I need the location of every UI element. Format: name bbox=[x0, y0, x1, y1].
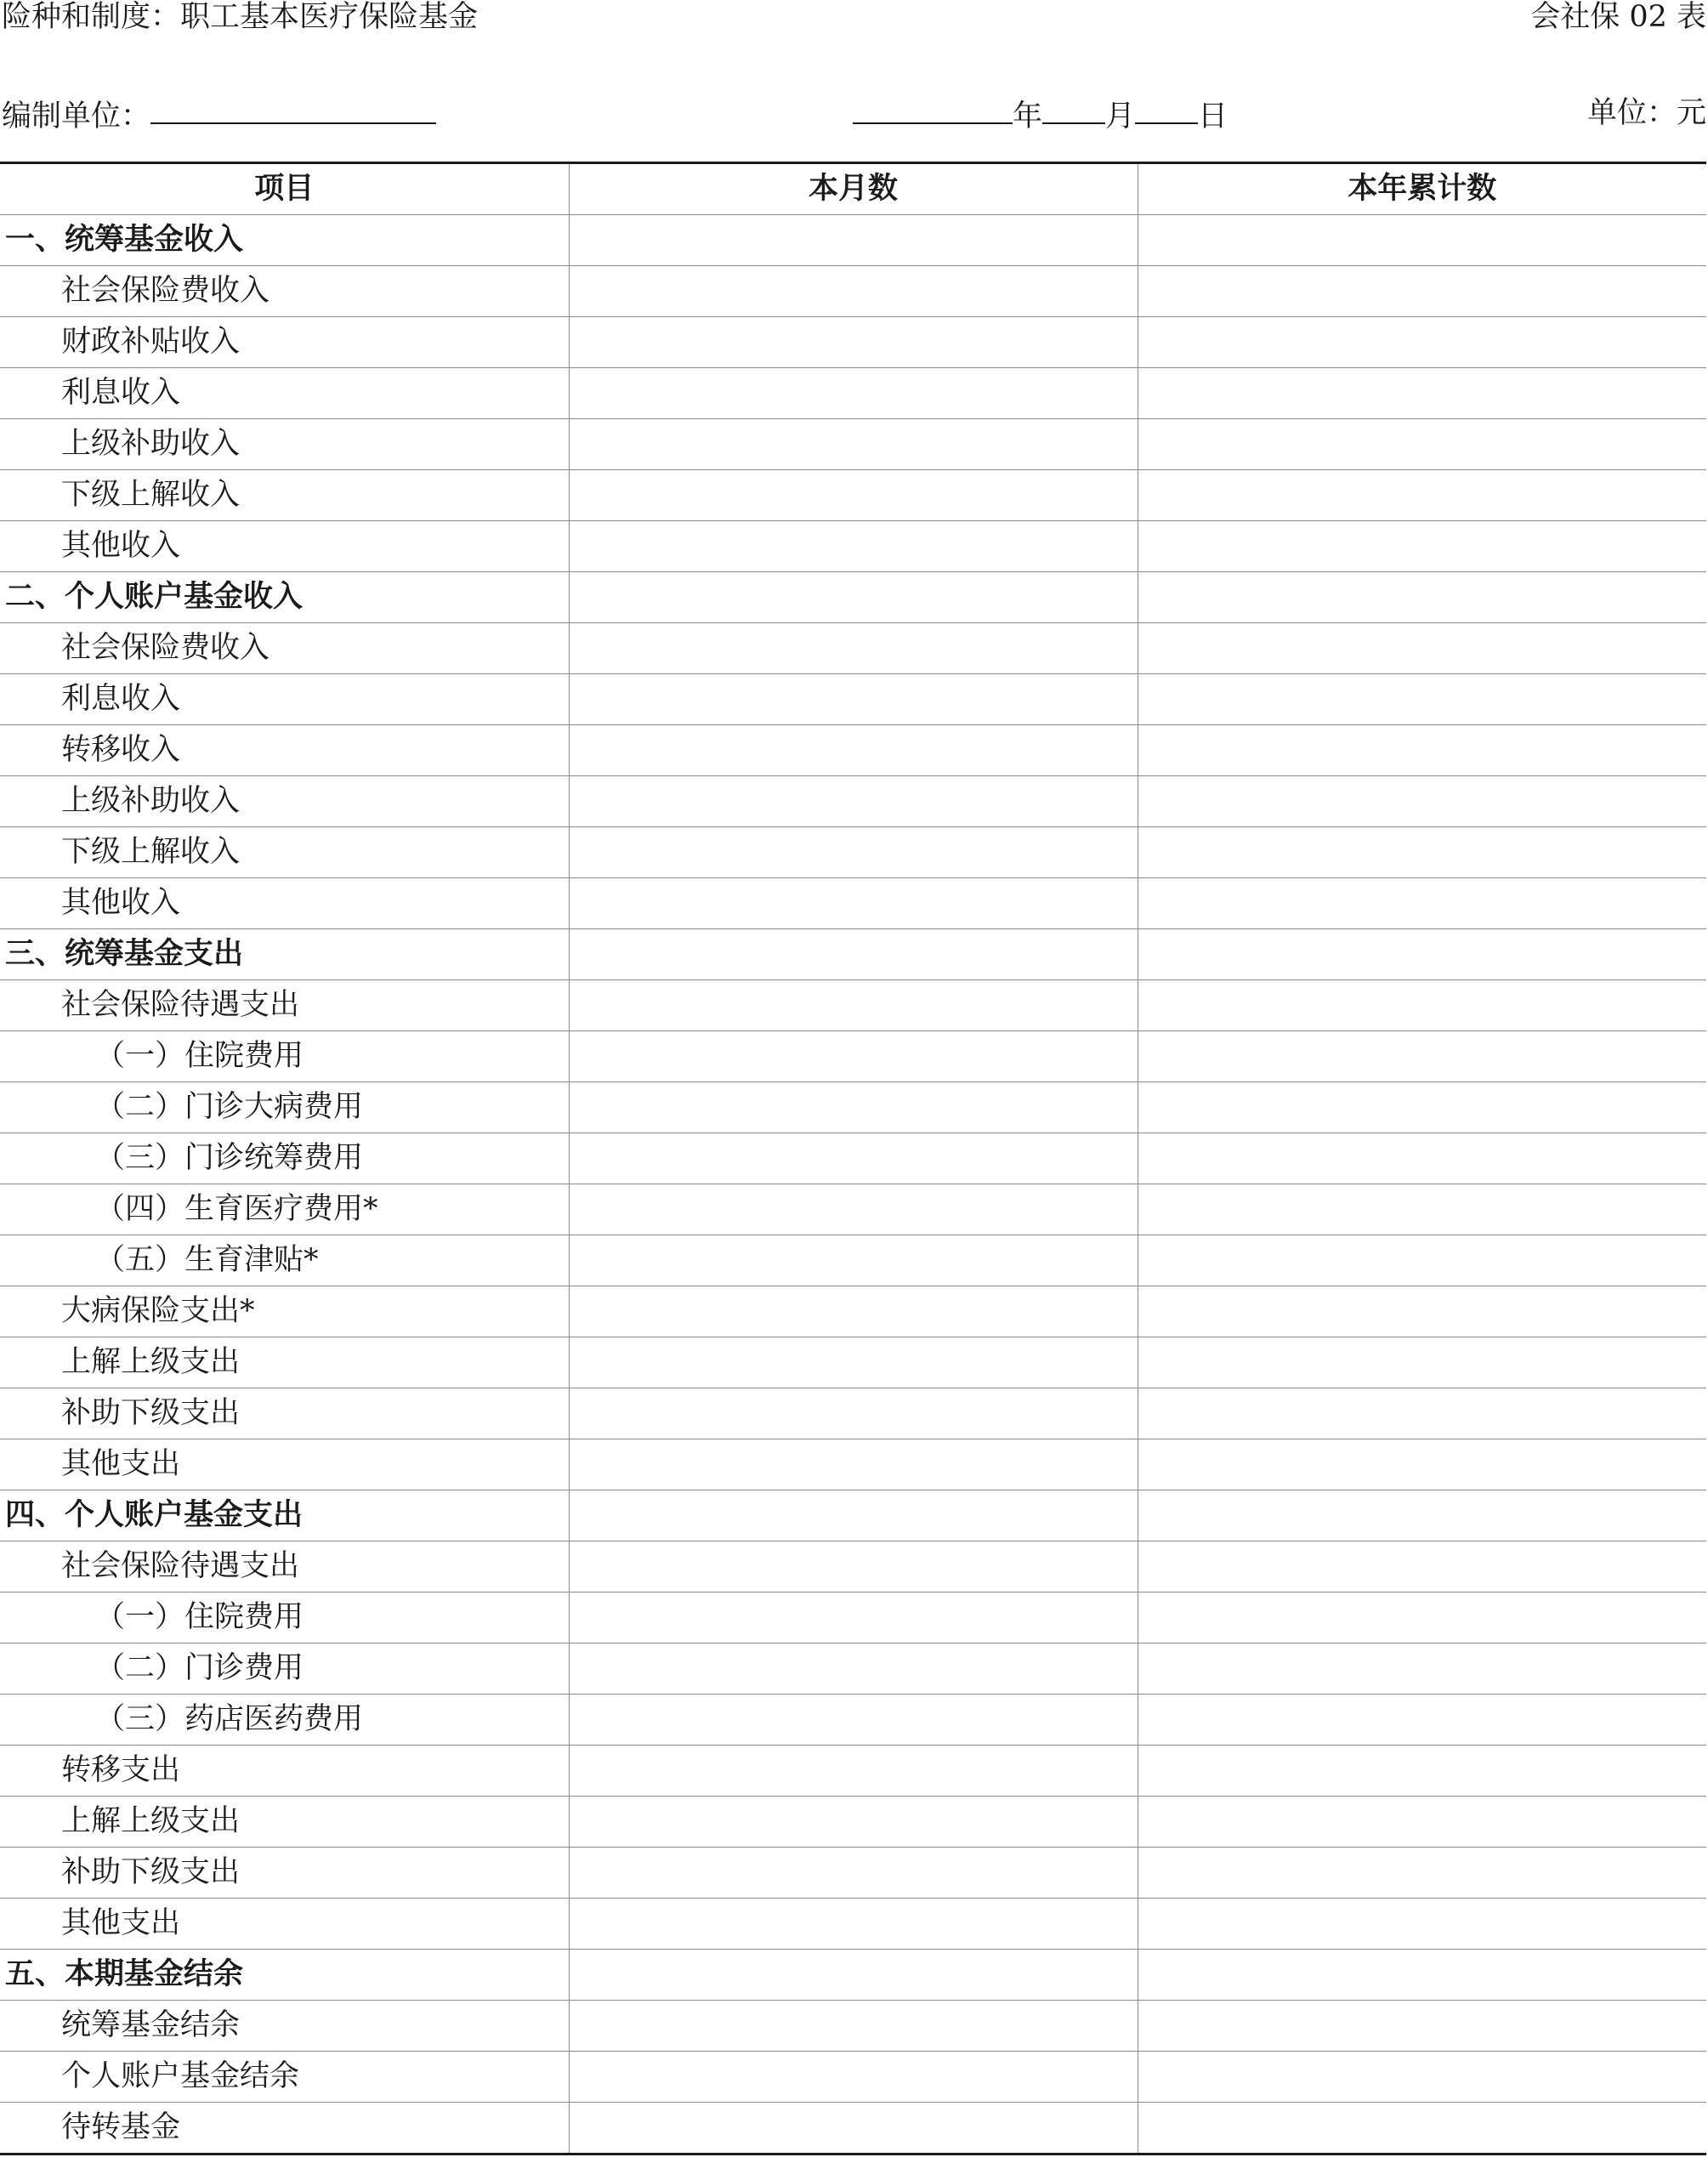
this-month-cell[interactable] bbox=[569, 1848, 1138, 1899]
row-label: （四）生育医疗费用* bbox=[0, 1184, 569, 1235]
row-label: （五）生育津贴* bbox=[0, 1235, 569, 1286]
this-month-cell[interactable] bbox=[569, 980, 1138, 1031]
year-to-date-cell[interactable] bbox=[1138, 1439, 1706, 1490]
report-date bbox=[853, 92, 1228, 138]
day-blank[interactable] bbox=[1135, 92, 1198, 124]
year-to-date-cell[interactable] bbox=[1138, 317, 1706, 368]
row-label: 上解上级支出 bbox=[0, 1797, 569, 1848]
year-to-date-cell[interactable] bbox=[1138, 368, 1706, 419]
table-row bbox=[0, 725, 1706, 776]
year-to-date-cell[interactable] bbox=[1138, 1695, 1706, 1746]
year-to-date-cell[interactable] bbox=[1138, 1950, 1706, 2001]
row-label: 其他支出 bbox=[0, 1899, 569, 1950]
year-to-date-cell[interactable] bbox=[1138, 1490, 1706, 1541]
year-to-date-cell[interactable] bbox=[1138, 2103, 1706, 2154]
row-label: 补助下级支出 bbox=[0, 1388, 569, 1439]
this-month-cell[interactable] bbox=[569, 572, 1138, 623]
year-to-date-cell[interactable] bbox=[1138, 776, 1706, 827]
this-month-cell[interactable] bbox=[569, 1082, 1138, 1133]
row-label: 四、个人账户基金支出 bbox=[0, 1490, 569, 1541]
table-row bbox=[0, 1797, 1706, 1848]
table-row bbox=[0, 470, 1706, 521]
row-label: 其他收入 bbox=[0, 521, 569, 572]
table-row bbox=[0, 1950, 1706, 2001]
this-month-cell[interactable] bbox=[569, 1746, 1138, 1797]
row-label: 上级补助收入 bbox=[0, 419, 569, 470]
this-month-cell[interactable] bbox=[569, 215, 1138, 266]
this-month-cell[interactable] bbox=[569, 2001, 1138, 2052]
this-month-cell[interactable] bbox=[569, 929, 1138, 980]
this-month-cell[interactable] bbox=[569, 1235, 1138, 1286]
table-row bbox=[0, 2052, 1706, 2103]
this-month-cell[interactable] bbox=[569, 470, 1138, 521]
money-unit: 单位：元 bbox=[1586, 96, 1706, 130]
row-label: 三、统筹基金支出 bbox=[0, 929, 569, 980]
unit-name-blank[interactable] bbox=[150, 92, 436, 124]
table-row bbox=[0, 623, 1706, 674]
month-label: 月 bbox=[1105, 99, 1136, 133]
this-month-cell[interactable] bbox=[569, 1286, 1138, 1337]
table-row bbox=[0, 317, 1706, 368]
table-row bbox=[0, 1490, 1706, 1541]
year-to-date-cell[interactable] bbox=[1138, 1184, 1706, 1235]
row-label: 上级补助收入 bbox=[0, 776, 569, 827]
this-month-cell[interactable] bbox=[569, 521, 1138, 572]
year-to-date-cell[interactable] bbox=[1138, 1797, 1706, 1848]
year-to-date-cell[interactable] bbox=[1138, 1644, 1706, 1695]
table-row bbox=[0, 878, 1706, 929]
table-row bbox=[0, 1644, 1706, 1695]
row-label: （三）门诊统筹费用 bbox=[0, 1133, 569, 1184]
this-month-cell[interactable] bbox=[569, 1133, 1138, 1184]
year-to-date-cell[interactable] bbox=[1138, 980, 1706, 1031]
year-to-date-cell[interactable] bbox=[1138, 1286, 1706, 1337]
row-label: 其他收入 bbox=[0, 878, 569, 929]
year-to-date-cell[interactable] bbox=[1138, 266, 1706, 317]
table-row bbox=[0, 419, 1706, 470]
row-label: 个人账户基金结余 bbox=[0, 2052, 569, 2103]
row-label: 下级上解收入 bbox=[0, 470, 569, 521]
year-to-date-cell[interactable] bbox=[1138, 1082, 1706, 1133]
this-month-cell[interactable] bbox=[569, 1695, 1138, 1746]
table-row bbox=[0, 1541, 1706, 1592]
table-row bbox=[0, 1082, 1706, 1133]
row-label: （二）门诊费用 bbox=[0, 1644, 569, 1695]
this-month-cell[interactable] bbox=[569, 827, 1138, 878]
year-to-date-cell[interactable] bbox=[1138, 521, 1706, 572]
year-to-date-cell[interactable] bbox=[1138, 1235, 1706, 1286]
this-month-cell[interactable] bbox=[569, 1592, 1138, 1644]
table-header-row bbox=[0, 163, 1706, 215]
table-row bbox=[0, 266, 1706, 317]
table-row bbox=[0, 2103, 1706, 2154]
this-month-cell[interactable] bbox=[569, 623, 1138, 674]
this-month-cell[interactable] bbox=[569, 878, 1138, 929]
row-label: 补助下级支出 bbox=[0, 1848, 569, 1899]
year-to-date-cell[interactable] bbox=[1138, 215, 1706, 266]
row-label: 社会保险费收入 bbox=[0, 623, 569, 674]
year-to-date-cell[interactable] bbox=[1138, 878, 1706, 929]
year-to-date-cell[interactable] bbox=[1138, 2001, 1706, 2052]
this-month-cell[interactable] bbox=[569, 1184, 1138, 1235]
row-label: （三）药店医药费用 bbox=[0, 1695, 569, 1746]
this-month-cell[interactable] bbox=[569, 1337, 1138, 1388]
this-month-cell[interactable] bbox=[569, 1899, 1138, 1950]
table-row bbox=[0, 1439, 1706, 1490]
row-label: 待转基金 bbox=[0, 2103, 569, 2154]
year-to-date-cell[interactable] bbox=[1138, 1848, 1706, 1899]
year-to-date-cell[interactable] bbox=[1138, 1746, 1706, 1797]
table-row bbox=[0, 1184, 1706, 1235]
table-row bbox=[0, 776, 1706, 827]
table-body bbox=[0, 215, 1706, 2154]
this-month-cell[interactable] bbox=[569, 1031, 1138, 1082]
table-row bbox=[0, 674, 1706, 725]
year-to-date-cell[interactable] bbox=[1138, 725, 1706, 776]
row-label: 利息收入 bbox=[0, 674, 569, 725]
row-label: 转移支出 bbox=[0, 1746, 569, 1797]
table-row bbox=[0, 1286, 1706, 1337]
row-label: 一、统筹基金收入 bbox=[0, 215, 569, 266]
this-month-cell[interactable] bbox=[569, 1541, 1138, 1592]
row-label: 下级上解收入 bbox=[0, 827, 569, 878]
year-label: 年 bbox=[1013, 99, 1043, 133]
table-row bbox=[0, 2001, 1706, 2052]
report-title: 险种和制度：职工基本医疗保险基金 bbox=[2, 0, 479, 34]
this-month-cell[interactable] bbox=[569, 1388, 1138, 1439]
year-to-date-cell[interactable] bbox=[1138, 1899, 1706, 1950]
table-row bbox=[0, 572, 1706, 623]
table-row bbox=[0, 1592, 1706, 1644]
this-month-cell[interactable] bbox=[569, 419, 1138, 470]
this-month-cell[interactable] bbox=[569, 674, 1138, 725]
unit-name-label: 编制单位： bbox=[2, 99, 151, 133]
this-month-cell[interactable] bbox=[569, 266, 1138, 317]
table-row bbox=[0, 1899, 1706, 1950]
row-label: 五、本期基金结余 bbox=[0, 1950, 569, 2001]
table-row bbox=[0, 1133, 1706, 1184]
this-month-cell[interactable] bbox=[569, 776, 1138, 827]
row-label: 社会保险费收入 bbox=[0, 266, 569, 317]
table-row bbox=[0, 1695, 1706, 1746]
year-to-date-cell[interactable] bbox=[1138, 1592, 1706, 1644]
month-blank[interactable] bbox=[1042, 92, 1105, 124]
year-to-date-cell[interactable] bbox=[1138, 929, 1706, 980]
column-header-this-month: 本月数 bbox=[569, 163, 1138, 215]
table-row bbox=[0, 1235, 1706, 1286]
year-to-date-cell[interactable] bbox=[1138, 572, 1706, 623]
this-month-cell[interactable] bbox=[569, 1439, 1138, 1490]
year-to-date-cell[interactable] bbox=[1138, 827, 1706, 878]
this-month-cell[interactable] bbox=[569, 368, 1138, 419]
this-month-cell[interactable] bbox=[569, 1797, 1138, 1848]
table-row bbox=[0, 929, 1706, 980]
this-month-cell[interactable] bbox=[569, 1950, 1138, 2001]
report-header bbox=[0, 0, 1708, 37]
table-row bbox=[0, 1031, 1706, 1082]
row-label: 财政补贴收入 bbox=[0, 317, 569, 368]
year-to-date-cell[interactable] bbox=[1138, 623, 1706, 674]
this-month-cell[interactable] bbox=[569, 317, 1138, 368]
form-code: 会社保 02 表 bbox=[1530, 0, 1706, 34]
row-label: 上解上级支出 bbox=[0, 1337, 569, 1388]
column-header-item: 项目 bbox=[0, 163, 569, 215]
row-label: 社会保险待遇支出 bbox=[0, 980, 569, 1031]
table-row bbox=[0, 1848, 1706, 1899]
table-row bbox=[0, 1746, 1706, 1797]
year-to-date-cell[interactable] bbox=[1138, 1031, 1706, 1082]
row-label: 社会保险待遇支出 bbox=[0, 1541, 569, 1592]
table-row bbox=[0, 1337, 1706, 1388]
this-month-cell[interactable] bbox=[569, 1644, 1138, 1695]
year-to-date-cell[interactable] bbox=[1138, 674, 1706, 725]
column-header-year-to-date: 本年累计数 bbox=[1138, 163, 1706, 215]
year-to-date-cell[interactable] bbox=[1138, 2052, 1706, 2103]
row-label: 转移收入 bbox=[0, 725, 569, 776]
year-blank[interactable] bbox=[853, 92, 1013, 124]
row-label: 大病保险支出* bbox=[0, 1286, 569, 1337]
row-label: 其他支出 bbox=[0, 1439, 569, 1490]
unit-name-field bbox=[2, 92, 436, 138]
row-label: 统筹基金结余 bbox=[0, 2001, 569, 2052]
row-label: 二、个人账户基金收入 bbox=[0, 572, 569, 623]
year-to-date-cell[interactable] bbox=[1138, 1541, 1706, 1592]
fund-revenue-expense-table bbox=[0, 162, 1706, 2155]
this-month-cell[interactable] bbox=[569, 2052, 1138, 2103]
row-label: （二）门诊大病费用 bbox=[0, 1082, 569, 1133]
year-to-date-cell[interactable] bbox=[1138, 470, 1706, 521]
year-to-date-cell[interactable] bbox=[1138, 1388, 1706, 1439]
table-row bbox=[0, 1388, 1706, 1439]
row-label: 利息收入 bbox=[0, 368, 569, 419]
this-month-cell[interactable] bbox=[569, 1490, 1138, 1541]
table-row bbox=[0, 827, 1706, 878]
row-label: （一）住院费用 bbox=[0, 1592, 569, 1644]
this-month-cell[interactable] bbox=[569, 2103, 1138, 2154]
report-meta bbox=[0, 92, 1708, 134]
year-to-date-cell[interactable] bbox=[1138, 1133, 1706, 1184]
table-row bbox=[0, 521, 1706, 572]
table-row bbox=[0, 368, 1706, 419]
day-label: 日 bbox=[1198, 99, 1229, 133]
this-month-cell[interactable] bbox=[569, 725, 1138, 776]
table-row bbox=[0, 215, 1706, 266]
year-to-date-cell[interactable] bbox=[1138, 419, 1706, 470]
row-label: （一）住院费用 bbox=[0, 1031, 569, 1082]
table-row bbox=[0, 980, 1706, 1031]
year-to-date-cell[interactable] bbox=[1138, 1337, 1706, 1388]
